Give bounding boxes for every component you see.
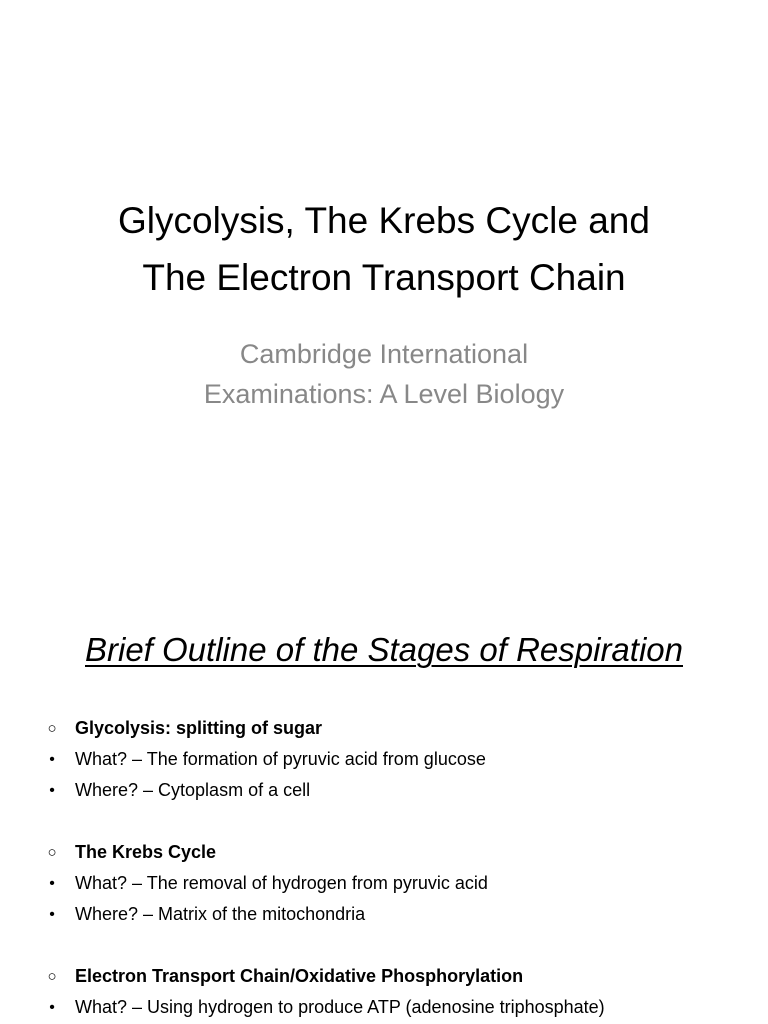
- outline-slide: [0, 576, 768, 1024]
- bullet-icon: •: [49, 875, 55, 892]
- slide-subtitle-line-2: Examinations: A Level Biology: [203, 379, 565, 409]
- list-item: [0, 992, 768, 1023]
- list-item-text: Where? – Matrix of the mitochondria: [75, 904, 366, 924]
- outline-title: Brief Outline of the Stages of Respiration: [85, 631, 683, 668]
- bullet-icon: •: [49, 999, 55, 1016]
- slide-subtitle-line-1: Cambridge International: [239, 339, 529, 369]
- slide-title: [0, 192, 768, 306]
- section-heading-electron-transport-chain: [0, 961, 768, 992]
- bullet-icon: •: [49, 782, 55, 799]
- circle-bullet-icon: ○: [47, 720, 57, 737]
- list-item-text: What? – The removal of hydrogen from pyruvic acid: [75, 873, 488, 893]
- circle-bullet-icon: ○: [47, 844, 57, 861]
- circle-bullet-icon: ○: [47, 968, 57, 985]
- slide-title-line-2: The Electron Transport Chain: [142, 257, 626, 298]
- section-heading-text: Glycolysis: splitting of sugar: [75, 718, 323, 738]
- slide-title-line-1: Glycolysis, The Krebs Cycle and: [118, 200, 650, 241]
- slide-subtitle: [0, 334, 768, 414]
- list-item-text: Where? – Cytoplasm of a cell: [75, 780, 311, 800]
- section-heading-glycolysis: [0, 713, 768, 744]
- bullet-icon: •: [49, 751, 55, 768]
- list-item: [0, 775, 768, 806]
- bullet-icon: •: [49, 906, 55, 923]
- list-item: [0, 744, 768, 775]
- list-item-text: What? – Using hydrogen to produce ATP (adenosine triphosphate): [75, 997, 605, 1017]
- list-item: [0, 868, 768, 899]
- section-heading-krebs-cycle: [0, 837, 768, 868]
- list-item: [0, 899, 768, 930]
- section-heading-text: Electron Transport Chain/Oxidative Phosphorylation: [75, 966, 524, 986]
- list-item-text: What? – The formation of pyruvic acid from glucose: [75, 749, 486, 769]
- section-heading-text: The Krebs Cycle: [75, 842, 217, 862]
- outline-list: [0, 713, 768, 1023]
